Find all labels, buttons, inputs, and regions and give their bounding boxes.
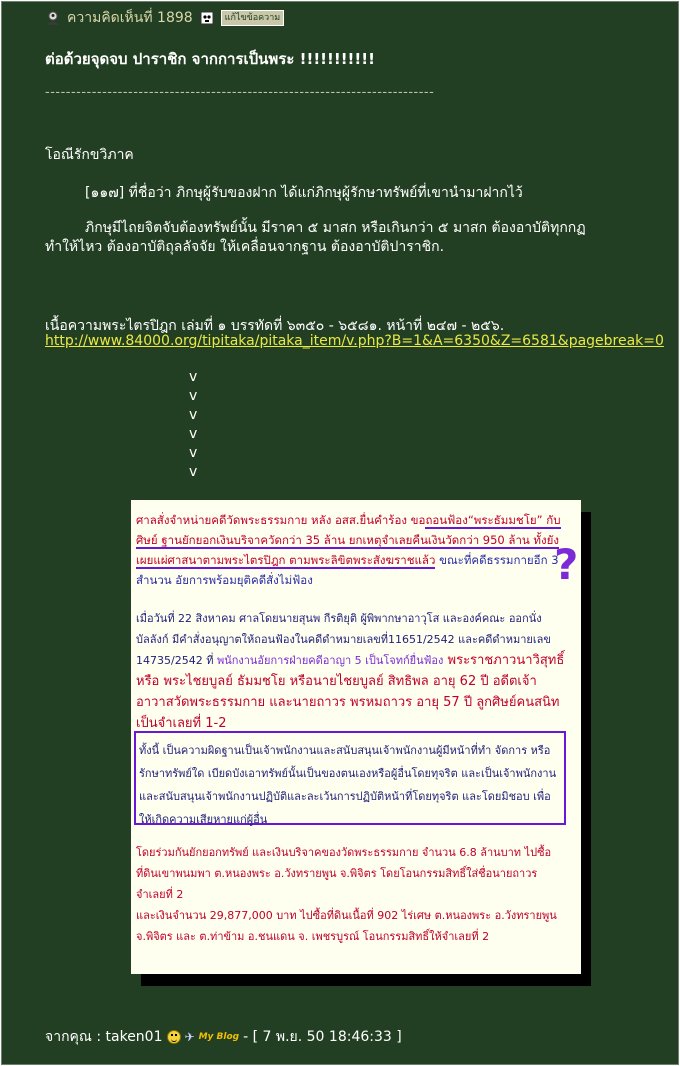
- clipping-body3-a: โดยร่วมกันยักยอกทรัพย์ และเงินบริจาคของวัดพระธรรมกาย จำนวน 6.8 ล้านบาท ไปซื้อที่ดินเขาพนมพา ต.หนองพระ อ.วังทรายพูน จ.พิจิตร โดยโอนกรรมสิทธิ์ใส่ชื่อนายถาวร จำเลยที่ 2: [136, 846, 552, 901]
- my-blog-link[interactable]: My Blog: [198, 1032, 240, 1042]
- question-mark-glyph: ?: [554, 540, 579, 589]
- clipping-body1-c: พระราชภาวนาวิสุทธิ์ หรือ พระไชยบูลย์ ธัมมชโย หรือนายไชยบูลย์ สิทธิพล อายุ 62 ปี อดีตเจ้าอาวาสวัดพระธรรมกาย และนายถาวร พรหมถาวร อายุ 57 ปี ลูกศิษย์คนสนิท เป็นจำเลยที่ 1-2: [136, 653, 565, 731]
- edit-button[interactable]: แก้ไขข้อความ: [221, 10, 285, 26]
- smile-icon: [167, 1030, 181, 1044]
- arrow-glyph: v: [189, 369, 198, 385]
- paragraph-offense-line1: ภิกษุมีไถยจิตจับต้องทรัพย์นั้น มีราคา ๕ มาสก หรือเกินกว่า ๕ มาสก ต้องอาบัติทุกกฏ: [85, 220, 586, 236]
- clipping-body3-b: และเงินจำนวน 29,877,000 บาท ไปซื้อที่ดินเนื้อที่ 902 ไร่เศษ ต.หนองพระ อ.วังทรายพูน จ.พิจิตร และ ต.ท่าข้าม อ.ชนแดน จ. เพชรบูรณ์ โอนกรรมสิทธิ์ให้จำเลยที่ 2: [136, 909, 557, 943]
- comment-footer: [45, 1026, 402, 1048]
- paragraph-offense-line2: ทำให้ไหว ต้องอาบัติถุลลัจจัย ให้เคลื่อนจากฐาน ต้องอาบัติปาราชิก.: [45, 239, 445, 255]
- clipping-headline: [136, 510, 566, 590]
- author-label[interactable]: จากคุณ : taken01: [45, 1029, 163, 1045]
- paragraph-offense: [45, 219, 645, 257]
- salutation: โอณีรักขวิภาค: [45, 147, 134, 163]
- clipping-headline-a: ศาลสั่งจำหน่ายคดีวัดพระธรรมกาย หลัง อสส.ยื่นคำร้อง ขอ: [136, 513, 426, 527]
- clipping-headline-c: ขณะที่คดีธรรมกายอีก 3 สำนวน อัยการพร้อมยุติคดีสั่งไม่ฟ้อง: [136, 553, 559, 587]
- comment-panel: [1, 1, 679, 1065]
- paragraph-rule-117: [๑๑๗] ที่ชื่อว่า ภิกษุผู้รับของฝาก ได้แก่ภิกษุผู้รักษาทรัพย์ที่เขานำมาฝากไว้: [85, 185, 523, 201]
- clipping-body1-b: พนักงานอัยการฝ่ายคดีอาญา 5 เป็นโจทก์ยื่นฟ้อง: [216, 654, 444, 667]
- comment-number: ความคิดเห็นที่ 1898: [67, 10, 193, 26]
- comment-title: ต่อด้วยจุดจบ ปาราชิก จากการเป็นพระ !!!!!!!!!!!: [45, 50, 375, 68]
- down-arrows: [189, 368, 201, 482]
- arrow-glyph: v: [189, 464, 198, 480]
- clipping-body3: [136, 842, 568, 947]
- tipitaka-link[interactable]: http://www.84000.org/tipitaka/pitaka_item/v.php?B=1&A=6350&Z=6581&pagebreak=0: [45, 333, 664, 349]
- clipping-boxed-text: ทั้งนี้ เป็นความผิดฐานเป็นเจ้าพนักงานและสนับสนุนเจ้าพนักงานผู้มีหน้าที่ทำ จัดการ หรือรักษาทรัพย์ใด เบียดบังเอาทรัพย์นั้นเป็นของตนเองหรือผู้อื่นโดยทุจริต และเป็นเจ้าพนักงานและสนับสนุนเจ้าพนักงานปฏิบัติและละเว้นการปฏิบัติหน้าที่โดยทุจริต และโดยมิชอบ เพื่อให้เกิดความเสียหายแก่ผู้อื่น: [134, 731, 566, 825]
- arrow-glyph: v: [189, 407, 198, 423]
- clipping-body1-a: เมื่อวันที่ 22 สิงหาคม ศาลโดยนายสุนพ กีรติยุติ ผู้พิพากษาอาวุโส และองค์คณะ ออกนั่งบัลลังก์ มีคำสั่งอนุญาตให้ถอนฟ้องในคดีดำหมายเลขที่11651/2542 และคดีดำหมายเลข 14735/2542 ที่: [136, 612, 551, 667]
- arrow-glyph: v: [189, 426, 198, 442]
- timestamp: - [ 7 พ.ย. 50 18:46:33 ]: [243, 1029, 402, 1045]
- clipping-body1: [136, 608, 568, 734]
- divider-line: ---------------------------------------------------------------------------: [45, 85, 435, 100]
- skull-icon: [199, 10, 215, 26]
- news-clipping-image: [131, 500, 581, 974]
- paper-plane-icon[interactable]: ✈: [184, 1030, 195, 1044]
- arrow-glyph: v: [189, 445, 198, 461]
- clipping-headline-b: ถอนฟ้อง“พระธัมมชโย” กับศิษย์ ฐานยักยอกเงินบริจาควัดกว่า 35 ล้าน ยกเหตุจำเลยคืนเงินวัดกว่า 950 ล้าน ทั้งยังเผยแผ่ศาสนาตามพระไตรปิฎก ตามพระลิขิตพระสังฆราชแล้ว: [136, 513, 561, 567]
- comment-header: [45, 8, 284, 28]
- arrow-glyph: v: [189, 388, 198, 404]
- user-icon: [45, 10, 61, 26]
- source-reference: เนื้อความพระไตรปิฎก เล่มที่ ๑ บรรทัดที่ ๖๓๕๐ - ๖๕๘๑. หน้าที่ ๒๔๗ - ๒๕๖.: [45, 318, 505, 334]
